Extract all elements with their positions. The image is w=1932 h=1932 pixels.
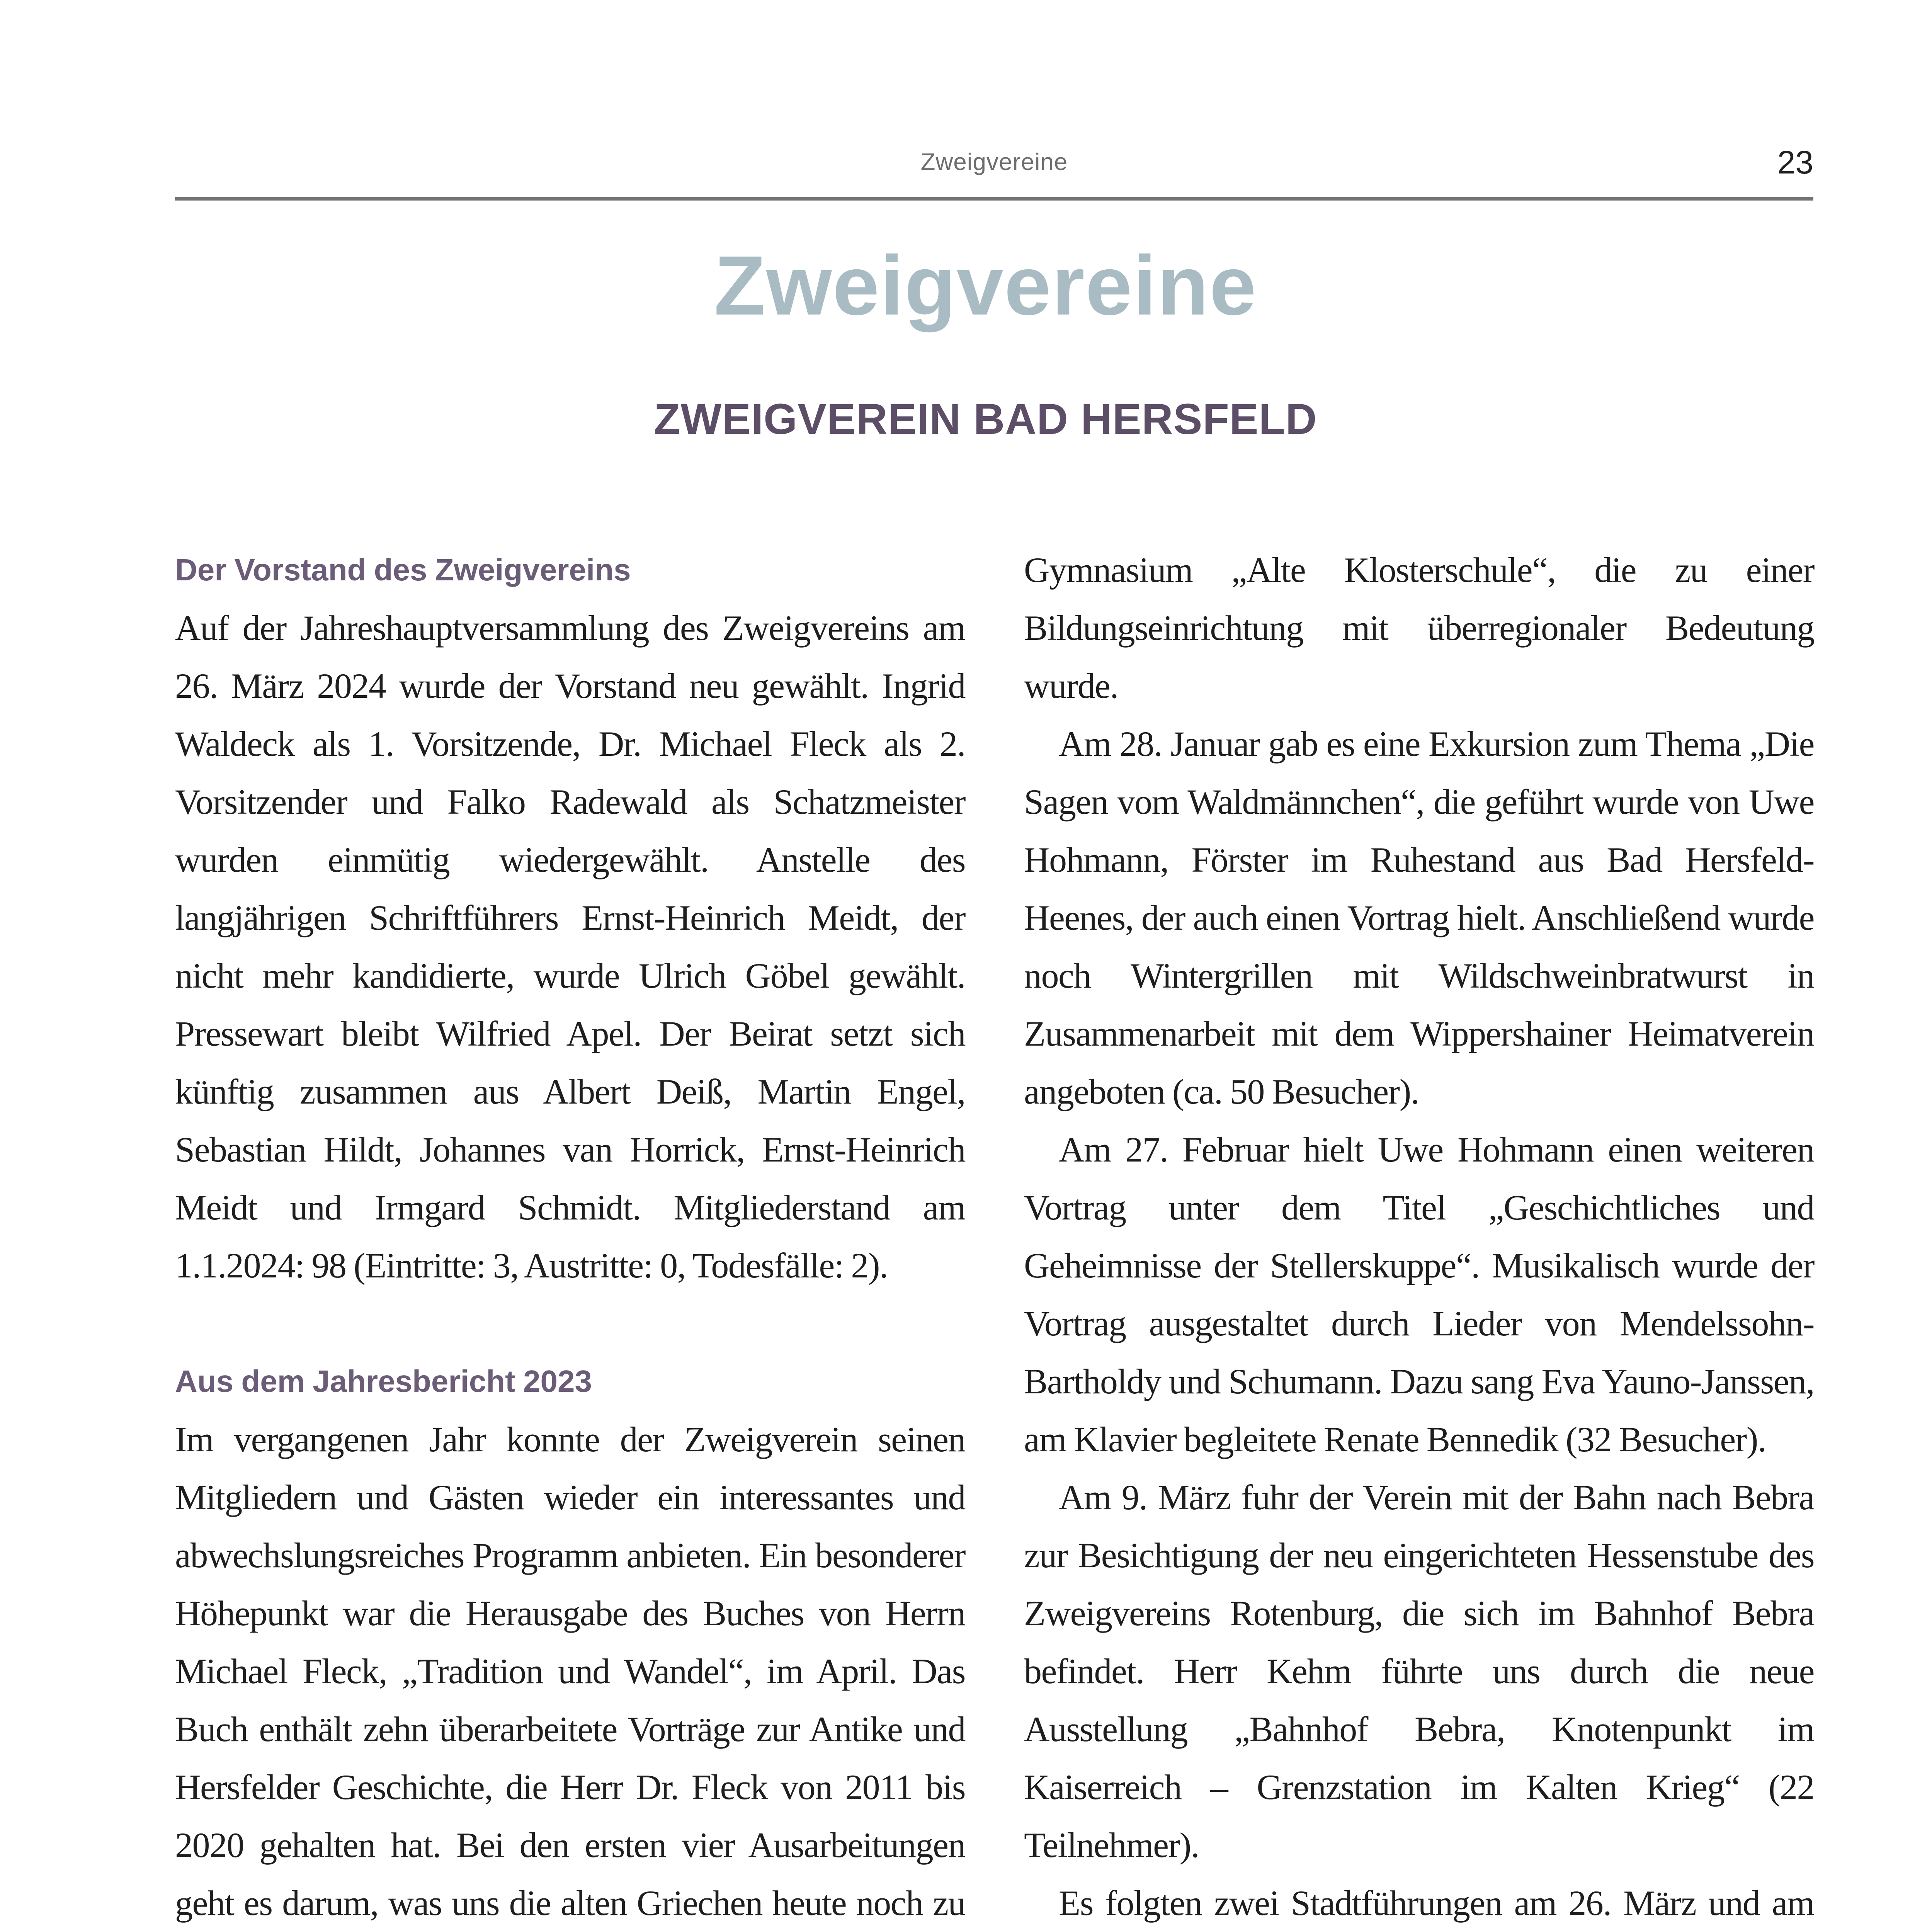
- paragraph-vortrag-februar: Am 27. Februar hielt Uwe Hohmann einen weiteren Vortrag unter dem Titel „Geschichtliches und Geheimnisse der Stellerskuppe“. Musikalisch wurde der Vortrag ausgestaltet durch Lieder von Mendelssohn-Bartholdy und Schumann. Dazu sang Eva Yauno-Janssen, am Klavier begleitete Renate Bennedik (32 Besucher).: [1024, 1130, 1814, 1459]
- section-title: ZWEIGVEREIN BAD HERSFELD: [654, 395, 1317, 443]
- paragraph-jahresbericht: Im vergangenen Jahr konnte der Zweigverein seinen Mitgliedern und Gästen wieder ein interessantes und abwechslungsreiches Programm anbieten. Ein besonderer Höhepunkt war die Herausgabe des Buches von Herrn Michael Fleck, „Tradition und Wandel“, im April. Das Buch enthält zehn überarbeitete Vorträge zur Antike und Hersfelder Geschichte, die Herr Dr. Fleck von 2011 bis 2020 gehalten hat. Bei den ersten vier Ausarbeitungen geht es darum, was uns die alten Griechen heute noch zu: [175, 1420, 965, 1923]
- paragraph-exkursion-januar: Am 28. Januar gab es eine Exkursion zum Thema „Die Sagen vom Waldmännchen“, die geführt wurde von Uwe Hohmann, Förster im Ruhestand aus Bad Hersfeld-Heenes, der auch einen Vortrag hielt. Anschließend wurde noch Wintergrillen mit Wildschweinbratwurst in Zusammenarbeit mit dem Wippershainer Heimatverein angeboten (ca. 50 Besucher).: [1024, 724, 1814, 1111]
- paragraph-vorstand: Auf der Jahreshauptversammlung des Zweigvereins am 26. März 2024 wurde der Vorstand neu gewählt. Ingrid Waldeck als 1. Vorsitzende, Dr. Michael Fleck als 2. Vorsitzender und Falko Radewald als Schatzmeister wurden einmütig wiedergewählt. Anstelle des langjährigen Schriftführers Ernst-Heinrich Meidt, der nicht mehr kandidierte, wurde Ulrich Göbel gewählt. Pressewart bleibt Wilfried Apel. Der Beirat setzt sich künftig zusammen aus Albert Deiß, Martin Engel, Sebastian Hildt, Johannes van Horrick, Ernst-Heinrich Meidt und Irmgard Schmidt. Mitgliederstand am 1.1.2024: 98 (Eintritte: 3, Austritte: 0, Todesfälle: 2).: [175, 608, 965, 1285]
- subheading-jahresbericht: Aus dem Jahresbericht 2023: [175, 1364, 592, 1398]
- paragraph-continuation: Gymnasium „Alte Klosterschule“, die zu einer Bildungseinrichtung mit überregionaler Bedeutung wurde.: [1024, 550, 1814, 706]
- paragraph-stadtfuehrungen: Es folgten zwei Stadtführungen am 26. März und am: [1059, 1883, 1814, 1923]
- chapter-title: Zweigvereine: [714, 239, 1257, 333]
- subheading-vorstand: Der Vorstand des Zweigvereins: [175, 553, 631, 587]
- right-column: [1024, 541, 1814, 1932]
- paragraph-bebra-maerz: Am 9. März fuhr der Verein mit der Bahn nach Bebra zur Besichtigung der neu eingerichteten Hessenstube des Zweigvereins Rotenburg, die sich im Bahnhof Bebra befindet. Herr Kehm führte uns durch die neue Ausstellung „Bahnhof Bebra, Knotenpunkt im Kaiserreich – Grenzstation im Kalten Krieg“ (22 Teilnehmer).: [1024, 1478, 1814, 1865]
- page-number: 23: [1777, 144, 1813, 180]
- section-spacer: [175, 1294, 965, 1352]
- running-title: Zweigvereine: [920, 149, 1068, 175]
- left-column: [175, 541, 965, 1932]
- running-header: [175, 143, 1813, 201]
